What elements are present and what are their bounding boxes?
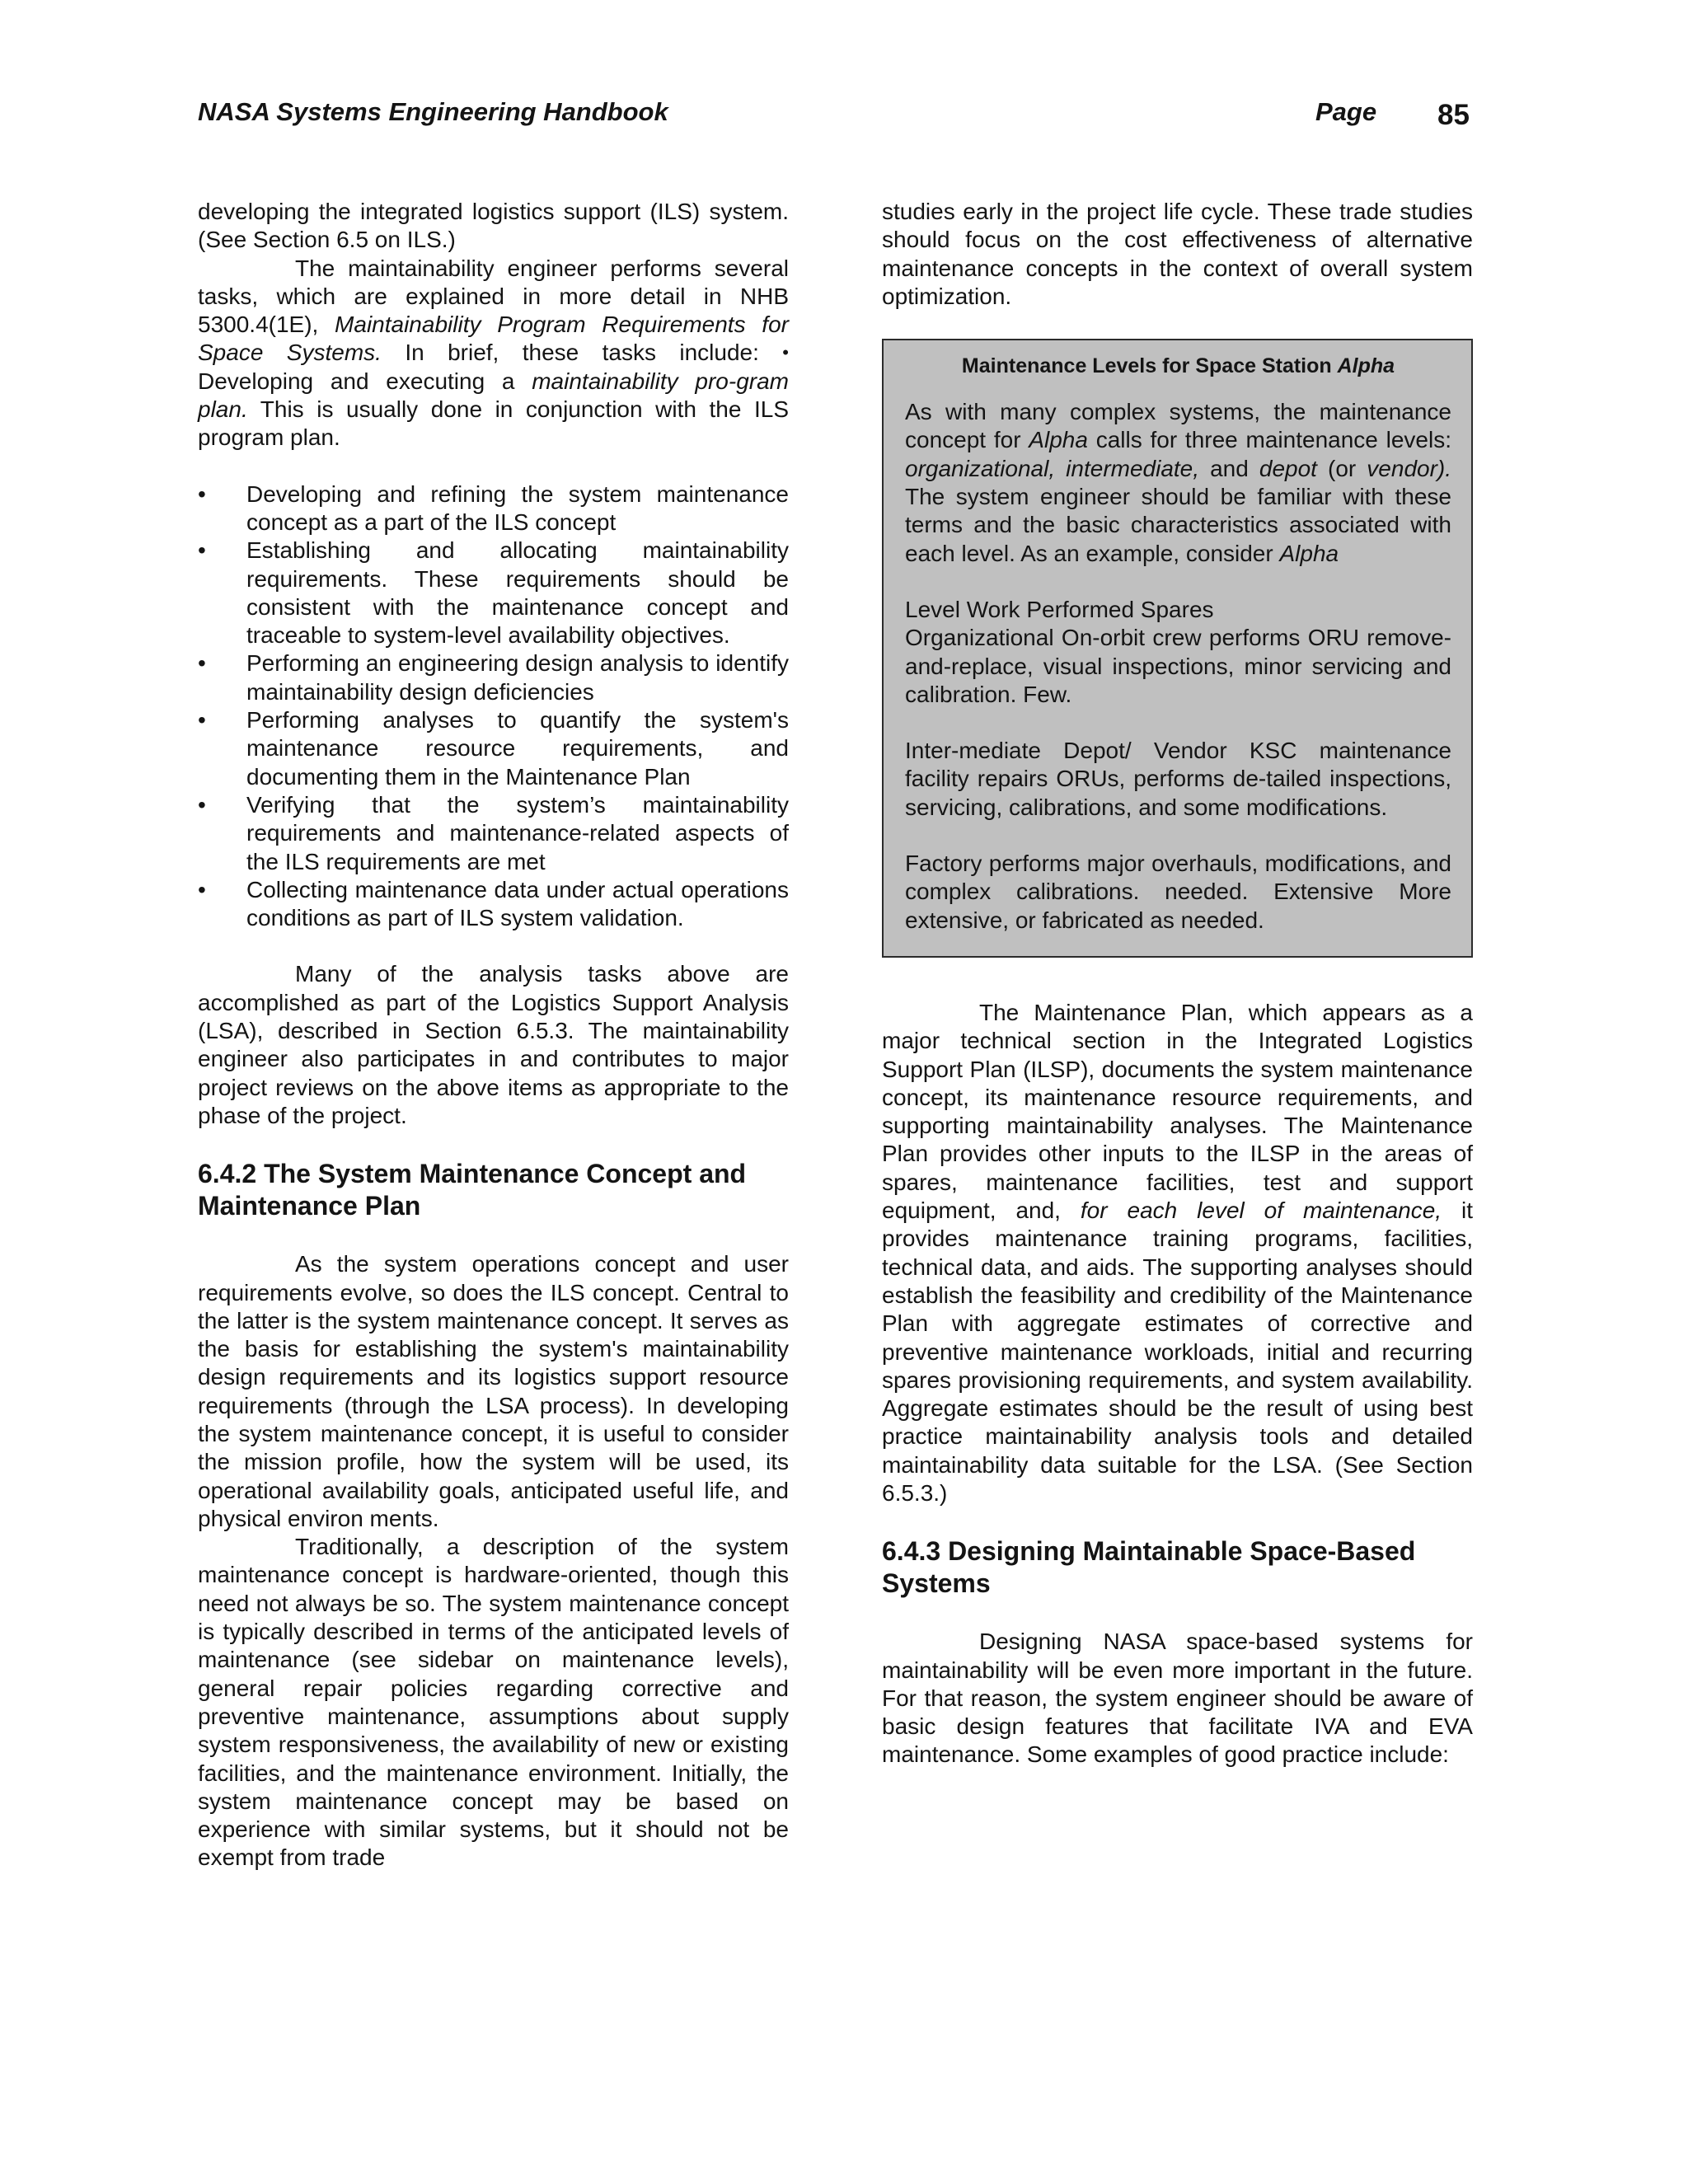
- text-italic: for each level of maintenance,: [1080, 1197, 1442, 1224]
- text-italic: Alpha: [1279, 540, 1339, 566]
- text-run: The Maintenance Plan, which appears as a major technical section in the Integrated Logistics Support Plan (ILSP), documents the system maintenance concept, its maintenance resource requirements, and supporting maintainability analyses. The Maintenance Plan provides other inputs to the ILSP in the areas of spares, maintenance facilities, test and support equipment, and,: [882, 999, 1473, 1224]
- text-run: As with many complex systems, the maintenance concept for: [905, 399, 1451, 453]
- section-heading-6-4-3: 6.4.3 Designing Maintainable Space-Based Systems: [882, 1536, 1416, 1599]
- text-run: calls for three maintenance levels:: [1087, 427, 1451, 453]
- paragraph-ils-continued: developing the integrated logistics support (ILS) system. (See Section 6.5 on ILS.): [198, 199, 789, 253]
- right-column: [882, 198, 1473, 1769]
- bullet-glyph: •: [198, 876, 206, 902]
- list-item-text: Establishing and allocating maintainability requirements. These requirements should be consistent with the maintenance concept and traceable to system-level availability objectives.: [246, 537, 789, 649]
- sidebar-title-alpha: Alpha: [1337, 354, 1395, 378]
- list-item: [198, 876, 789, 933]
- bullet-glyph: •: [198, 791, 206, 818]
- list-item-text: Collecting maintenance data under actual operations conditions as part of ILS system validation.: [246, 876, 789, 931]
- text-run: In brief, these tasks include:: [381, 340, 783, 366]
- inline-bullet: •: [782, 342, 789, 363]
- text-run: The maintainability engineer performs several tasks, which are explained in more detail in NHB 5300.4(1E),: [198, 255, 789, 338]
- page-label: Page: [1315, 97, 1377, 126]
- bullet-glyph: •: [198, 650, 206, 677]
- text-run: The system engineer should be familiar with these terms and the basic characteristics associated with each level. As an example, consider: [905, 484, 1451, 566]
- page-number: 85: [1437, 99, 1470, 131]
- left-column: [198, 198, 789, 1872]
- sidebar-table-header: Level Work Performed Spares: [905, 596, 1214, 622]
- paragraph-designing: Designing NASA space-based systems for maintainability will be even more important in the future. For that reason, the system engineer should be aware of basic design features that facilitate IVA and EVA maintenance. Some examples of good practice include:: [882, 1629, 1473, 1768]
- list-item-text: Performing analyses to quantify the system's maintenance resource requirements, and documenting them in the Maintenance Plan: [246, 707, 789, 790]
- text-run: it provides maintenance training programs, facilities, technical data, and aids. The supporting analyses should establish the feasibility and credibility of the Maintenance Plan with aggregate estimates of corrective and preventive maintenance workloads, initial and recurring spares provisioning requirements, and system availability. Aggregate estimates should be the result of using best practice maintainability analysis tools and detailed maintainability data suitable for the LSA. (See Section 6.5.3.): [882, 1197, 1474, 1506]
- list-item: [198, 706, 789, 791]
- text-italic: Alpha: [1029, 427, 1088, 453]
- paragraph-maintainability-tasks: [198, 255, 789, 452]
- sidebar-maintenance-levels: [882, 339, 1473, 958]
- sidebar-level-intermediate: Inter-mediate Depot/ Vendor KSC maintenance facility repairs ORUs, performs de-tailed inspections, servicing, calibrations, and some modifications.: [905, 738, 1451, 820]
- task-bullet-list: [198, 480, 789, 933]
- list-item: [198, 537, 789, 649]
- paragraph-maintenance-plan: [882, 999, 1473, 1507]
- text-italic: vendor).: [1367, 455, 1452, 481]
- sidebar-level-organizational: Organizational On-orbit crew performs ORU remove-and-replace, visual inspections, minor servicing and calibration. Few.: [905, 625, 1451, 707]
- paragraph-traditionally: Traditionally, a description of the system maintenance concept is hardware-oriented, though this need not always be so. The system maintenance concept is typically described in terms of the anticipated levels of maintenance (see sidebar on maintenance levels), general repair policies regarding corrective and preventive maintenance, assumptions about supply system responsiveness, the availability of new or existing facilities, and the maintenance environment. Initially, the system maintenance concept may be based on experience with similar systems, but it should not be exempt from trade: [198, 1534, 789, 1871]
- list-item: [198, 649, 789, 706]
- sidebar-level-factory: Factory performs major overhauls, modifications, and complex calibrations. needed. Extensive More extensive, or fabricated as needed.: [905, 851, 1451, 933]
- plan-term-italic: maintainability pro-gram plan.: [198, 368, 789, 423]
- sidebar-paragraph-intro: [905, 398, 1451, 568]
- bullet-glyph: •: [198, 537, 206, 564]
- list-item-text: Developing and refining the system maintenance concept as a part of the ILS concept: [246, 480, 789, 535]
- sidebar-title: [905, 352, 1451, 380]
- text-run: and: [1199, 455, 1259, 481]
- list-item-text: Performing an engineering design analysis to identify maintainability design deficiencies: [246, 650, 789, 705]
- list-item: [198, 480, 789, 537]
- paragraph-lsa: Many of the analysis tasks above are accomplished as part of the Logistics Support Analysis (LSA), described in Section 6.5.3. The maintainability engineer also participates in and contributes to major project reviews on the above items as appropriate to the phase of the project.: [198, 961, 789, 1128]
- text-run: (or: [1316, 455, 1367, 481]
- sidebar-title-text: Maintenance Levels for Space Station: [961, 354, 1338, 378]
- list-item-text: Verifying that the system’s maintainability requirements and maintenance-related aspects of the ILS requirements are met: [246, 791, 789, 874]
- paragraph-ops-concept: As the system operations concept and user requirements evolve, so does the ILS concept. Central to the latter is the system maintenance concept. It serves as the basis for establishing the system's maintainability design requirements and its logistics support resource requirements (through the LSA process). In developing the system maintenance concept, it is useful to consider the mission profile, how the system will be used, its operational availability goals, anticipated useful life, and physical environ ments.: [198, 1251, 789, 1531]
- document-title-italic: Maintainability Program Requirements for Space Systems.: [198, 312, 789, 366]
- bullet-glyph: •: [198, 480, 206, 507]
- text-italic: organizational, intermediate,: [905, 455, 1200, 481]
- text-run: This is usually done in conjunction with the ILS program plan.: [198, 396, 789, 451]
- running-header-title: NASA Systems Engineering Handbook: [198, 97, 668, 126]
- paragraph-trade-studies: studies early in the project life cycle. These trade studies should focus on the cost effectiveness of alternative maintenance concepts in the context of overall system optimization.: [882, 199, 1473, 309]
- text-run: Developing and executing a: [198, 368, 532, 394]
- text-italic: depot: [1259, 455, 1317, 481]
- bullet-glyph: •: [198, 707, 206, 733]
- section-heading-6-4-2: 6.4.2 The System Maintenance Concept and Maintenance Plan: [198, 1159, 747, 1221]
- list-item: [198, 791, 789, 876]
